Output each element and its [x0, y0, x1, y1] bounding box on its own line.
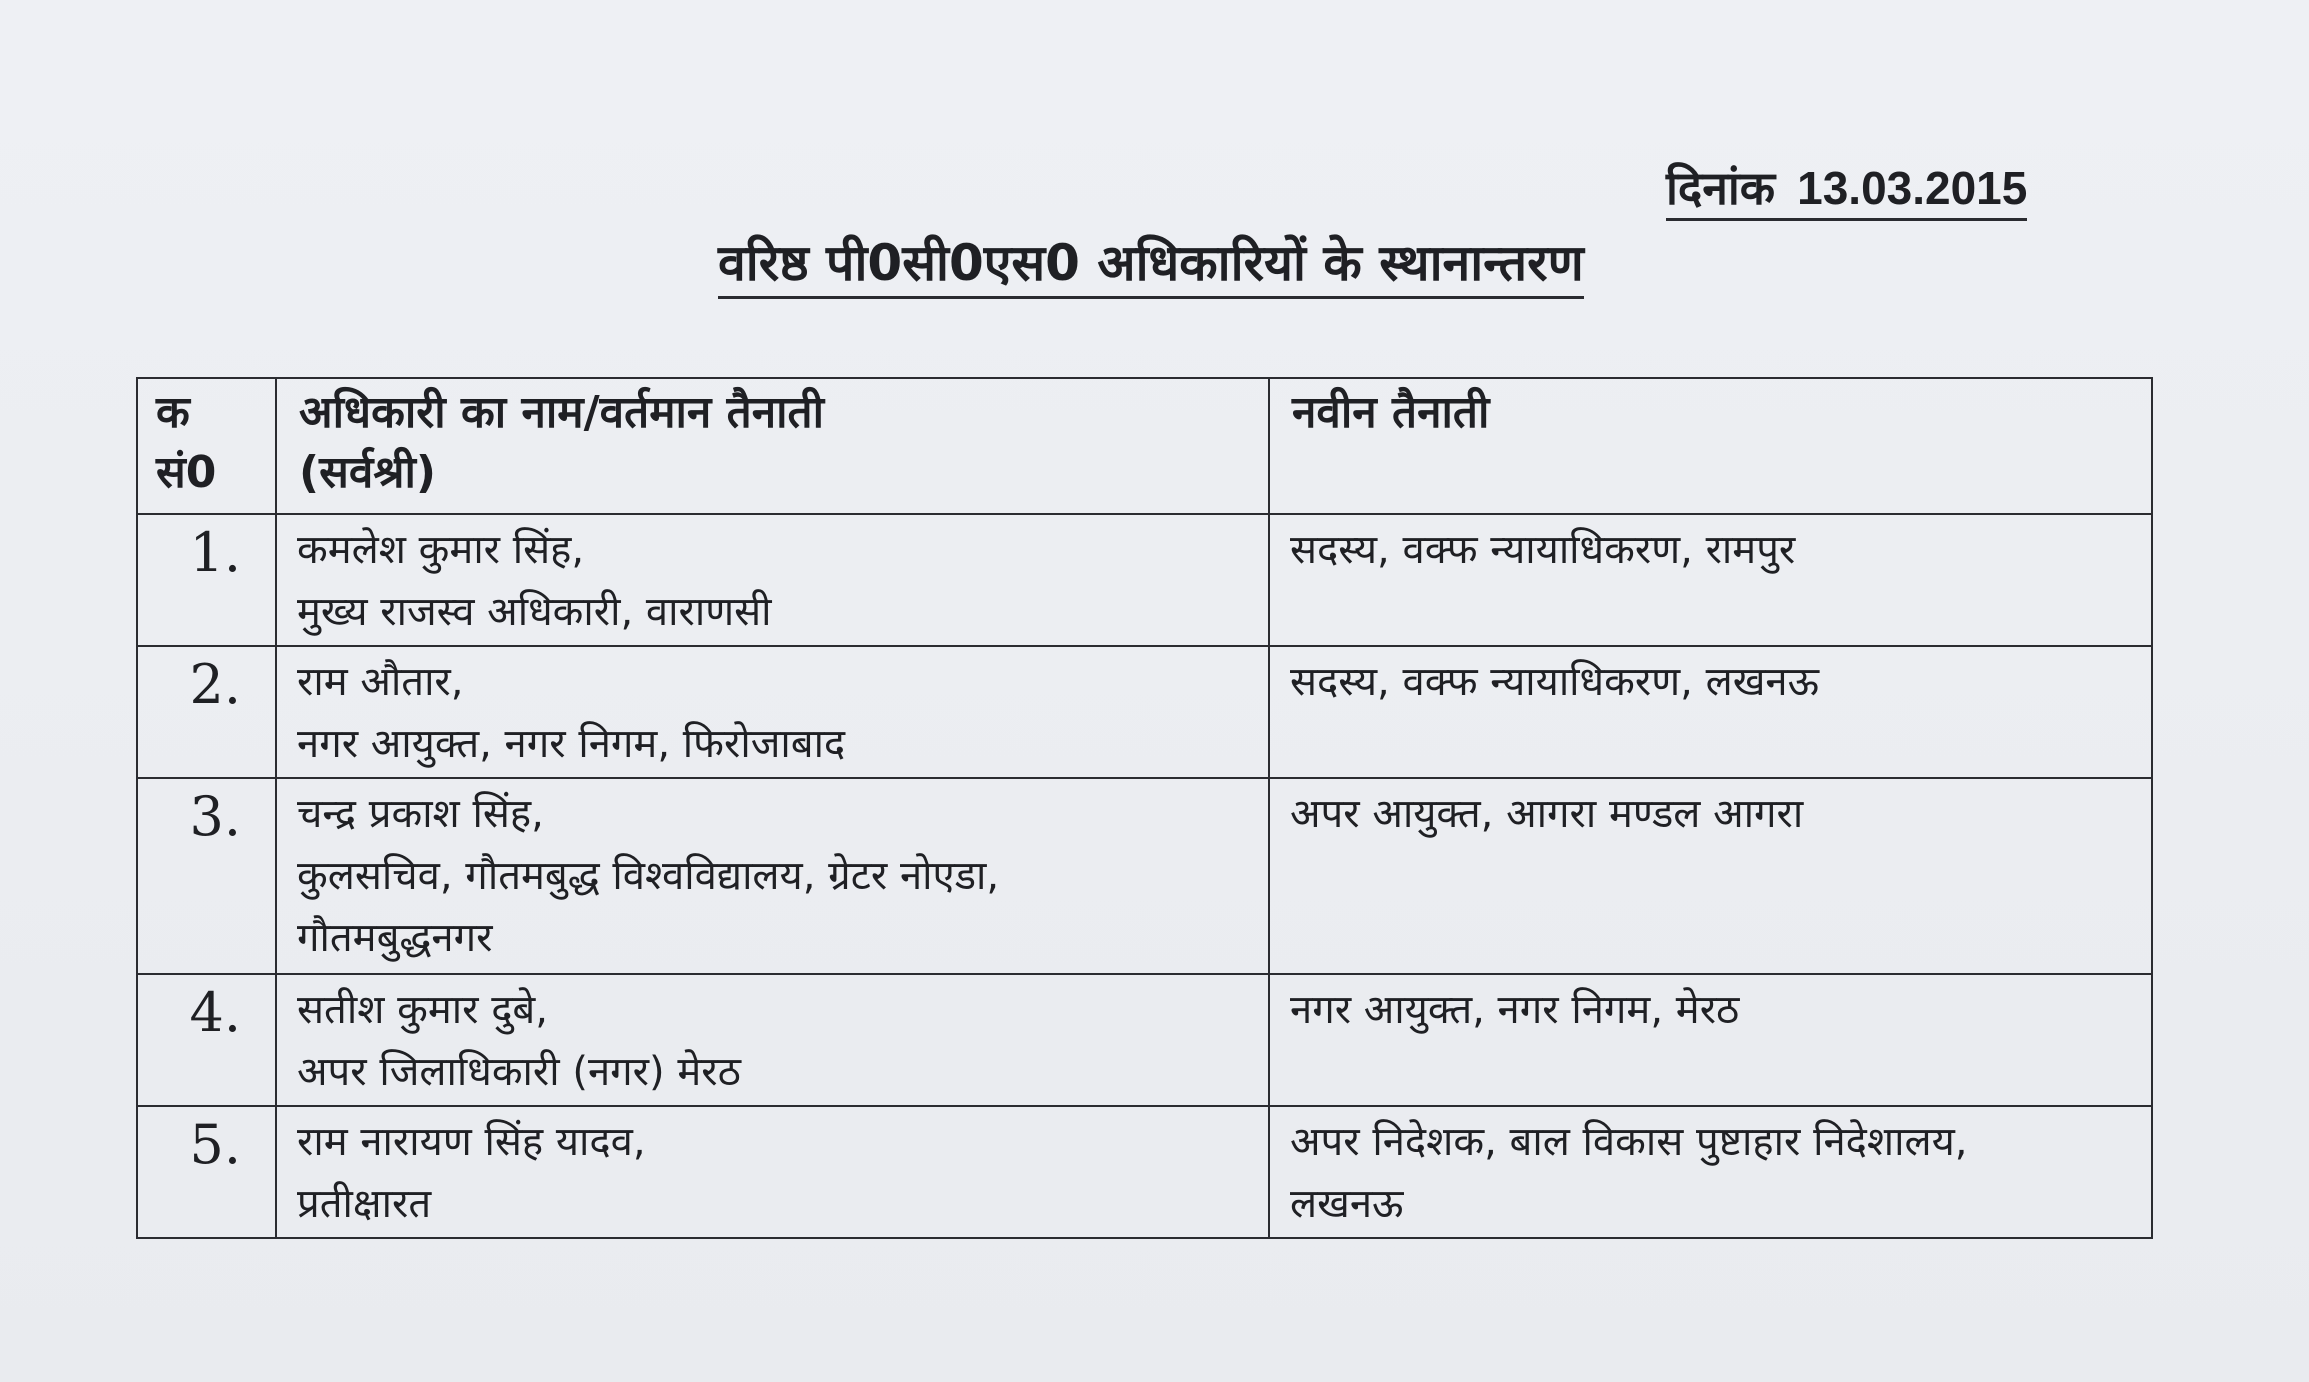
serial-number: 5.	[137, 1106, 276, 1238]
current-posting: मुख्य राजस्व अधिकारी, वाराणसी	[297, 589, 772, 635]
serial-number: 4.	[137, 974, 276, 1106]
officer-name: कमलेश कुमार सिंह,	[297, 527, 585, 573]
officer-name: सतीश कुमार दुबे,	[297, 987, 548, 1033]
date-label: दिनांक	[1666, 161, 1776, 215]
table-header-row	[137, 378, 2152, 514]
officer-name-current-posting	[276, 778, 1269, 974]
new-posting-line: सदस्य, वक्फ न्यायाधिकरण, रामपुर	[1290, 527, 1796, 573]
transfer-table	[136, 377, 2153, 1239]
new-posting	[1269, 974, 2152, 1106]
table-row	[137, 514, 2152, 646]
serial-header-line2: सं0	[156, 447, 217, 498]
current-posting: अपर जिलाधिकारी (नगर) मेरठ	[297, 1049, 741, 1095]
table-row	[137, 646, 2152, 778]
serial-number: 2.	[137, 646, 276, 778]
new-posting	[1269, 1106, 2152, 1238]
table-row	[137, 974, 2152, 1106]
new-posting-header: नवीन तैनाती	[1292, 387, 1490, 438]
table-row	[137, 1106, 2152, 1238]
new-posting-line: नगर आयुक्त, नगर निगम, मेरठ	[1290, 987, 1740, 1033]
current-posting: नगर आयुक्त, नगर निगम, फिरोजाबाद	[297, 721, 846, 767]
table-row	[137, 778, 2152, 974]
officer-name: राम नारायण सिंह यादव,	[297, 1119, 646, 1165]
document-date	[1666, 160, 2027, 221]
officer-name-current-posting	[276, 646, 1269, 778]
serial-number: 3.	[137, 778, 276, 974]
serial-column-header	[137, 378, 276, 514]
name-header-line1: अधिकारी का नाम/वर्तमान तैनाती	[299, 387, 825, 438]
serial-number: 1.	[137, 514, 276, 646]
officer-name: चन्द्र प्रकाश सिंह,	[297, 791, 544, 837]
current-posting-continued: गौतमबुद्धनगर	[297, 915, 493, 961]
new-posting-line-continued: लखनऊ	[1290, 1181, 1404, 1227]
name-column-header	[276, 378, 1269, 514]
officer-name-current-posting	[276, 1106, 1269, 1238]
officer-name-current-posting	[276, 514, 1269, 646]
new-posting-line: सदस्य, वक्फ न्यायाधिकरण, लखनऊ	[1290, 659, 1820, 705]
name-header-line2: (सर्वश्री)	[299, 447, 436, 498]
new-posting	[1269, 778, 2152, 974]
new-posting	[1269, 514, 2152, 646]
officer-name-current-posting	[276, 974, 1269, 1106]
date-value: 13.03.2015	[1797, 162, 2028, 214]
serial-header-line1: क	[156, 387, 190, 438]
current-posting: कुलसचिव, गौतमबुद्ध विश्वविद्यालय, ग्रेटर नोएडा,	[297, 853, 1000, 899]
new-posting-line: अपर आयुक्त, आगरा मण्डल आगरा	[1290, 791, 1804, 837]
new-posting-column-header	[1269, 378, 2152, 514]
document-title: वरिष्ठ पी0सी0एस0 अधिकारियों के स्थानान्तरण	[718, 232, 1584, 299]
new-posting	[1269, 646, 2152, 778]
new-posting-line: अपर निदेशक, बाल विकास पुष्टाहार निदेशालय,	[1290, 1119, 1968, 1165]
current-posting: प्रतीक्षारत	[297, 1181, 432, 1227]
officer-name: राम औतार,	[297, 659, 464, 705]
